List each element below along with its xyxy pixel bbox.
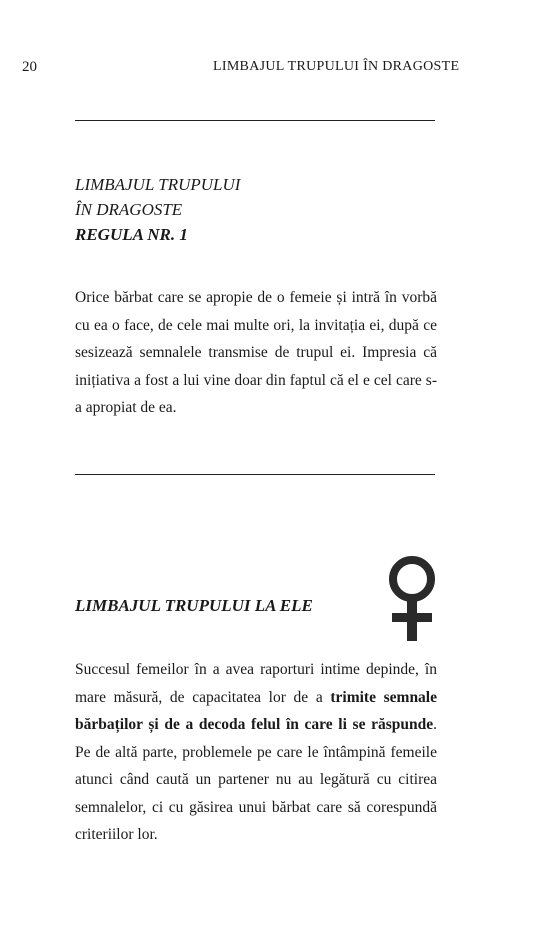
rule-paragraph: Orice bărbat care se apropie de o femeie și intră în vorbă cu ea o face, de cele mai multe ori, la invitația ei, după ce sesizează semnalele transmise de trupul ei. Impresia că inițiativa a fost a lui vine doar din faptul că el e cel care s-a apropiat de ea. (75, 289, 437, 416)
running-header: LIMBAJUL TRUPULUI ÎN DRAGOSTE (213, 59, 460, 74)
section-paragraph (75, 656, 437, 849)
box-title-line2: ÎN DRAGOSTE (75, 200, 183, 219)
venus-symbol-icon (383, 553, 441, 643)
bottom-divider (75, 474, 435, 475)
rule-number: REGULA NR. 1 (75, 225, 188, 244)
section-paragraph-part1: Succesul femeilor în a avea raporturi intime depinde, în mare măsură, de capacitatea lor de a (75, 661, 437, 706)
page-number: 20 (22, 59, 37, 75)
section-title: LIMBAJUL TRUPULUI LA ELE (75, 596, 313, 615)
section-paragraph-emphasis: trimite semnale bărbaților și de a decoda felul în care li se răspunde (75, 688, 437, 733)
box-title-line1: LIMBAJUL TRUPULUI (75, 175, 241, 194)
box-title (75, 172, 240, 247)
section-paragraph-part2: . Pe de altă parte, problemele pe care le întâmpină femeile atunci când caută un partener nu au legătură cu citirea semnalelor, ci cu găsirea unui bărbat care să corespundă criteriilor lor. (75, 716, 437, 843)
top-divider (75, 120, 435, 121)
